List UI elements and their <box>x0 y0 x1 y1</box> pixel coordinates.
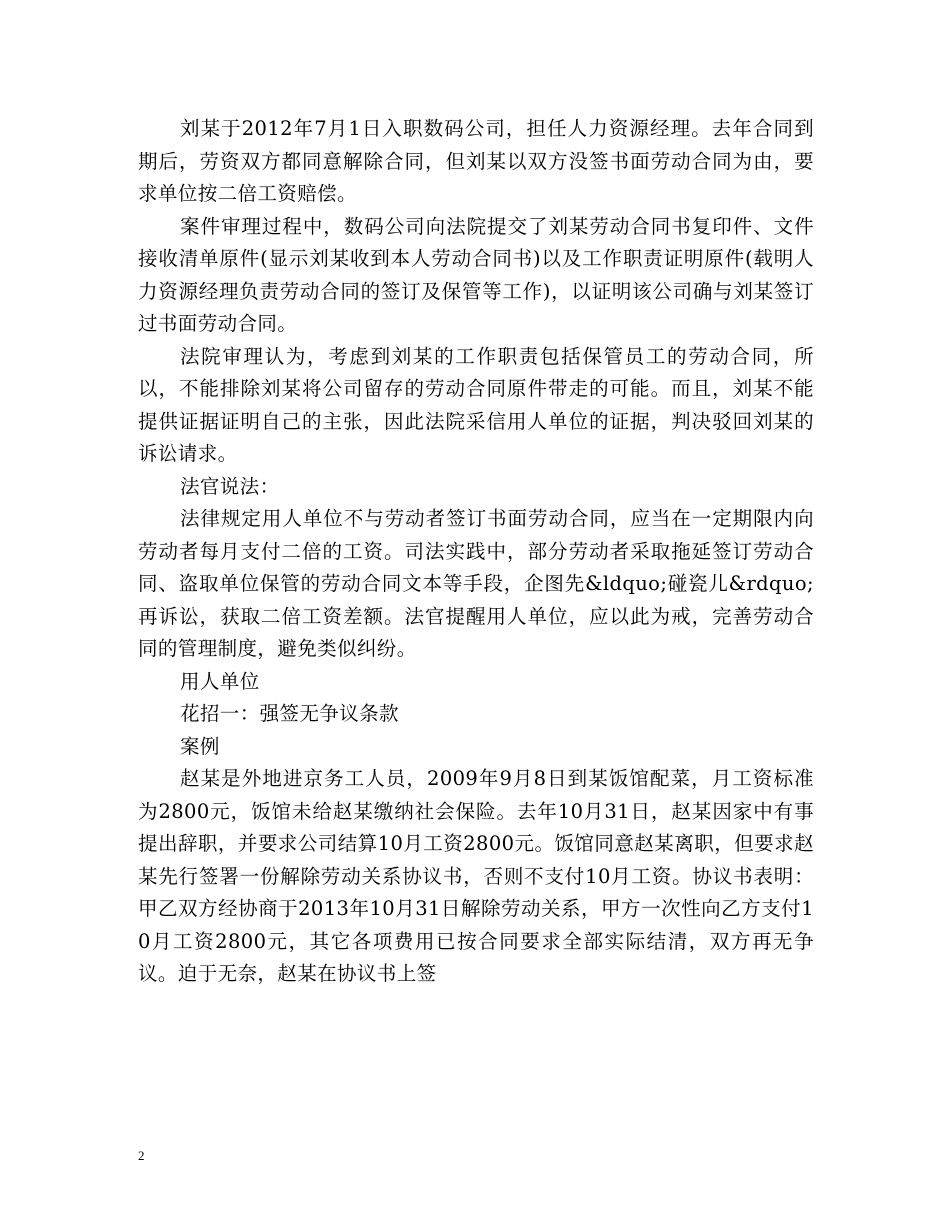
paragraph-case-heading: 案例 <box>180 734 220 758</box>
page-number: 2 <box>138 1148 145 1163</box>
paragraph-case-intro: 刘某于2012年7月1日入职数码公司，担任人力资源经理。去年合同到期后，劳资双方都同意解除合同，但刘某以双方没签书面劳动合同为由，要求单位按二倍工资赔偿。 <box>138 117 814 205</box>
paragraph-judge-commentary: 法律规定用人单位不与劳动者签订书面劳动合同，应当在一定期限内向劳动者每月支付二倍的工资。司法实践中，部分劳动者采取拖延签订劳动合同、盗取单位保管的劳动合同文本等手段，企图先&ldquo;碰瓷儿&rdquo;再诉讼，获取二倍工资差额。法官提醒用人单位，应以此为戒，完善劳动合同的管理制度，避免类似纠纷。 <box>138 507 814 660</box>
paragraph-section-employer: 用人单位 <box>180 669 260 693</box>
document-body <box>138 113 814 991</box>
paragraph-court-ruling: 法院审理认为，考虑到刘某的工作职责包括保管员工的劳动合同，所以，不能排除刘某将公司留存的劳动合同原件带走的可能。而且，刘某不能提供证据证明自己的主张，因此法院采信用人单位的证据，判决驳回刘某的诉讼请求。 <box>138 344 814 465</box>
paragraph-zhao-case: 赵某是外地进京务工人员，2009年9月8日到某饭馆配菜，月工资标准为2800元，饭馆未给赵某缴纳社会保险。去年10月31日，赵某因家中有事提出辞职，并要求公司结算10月工资2800元。饭馆同意赵某离职，但要求赵某先行签署一份解除劳动关系协议书，否则不支付10月工资。协议书表明：甲乙双方经协商于2013年10月31日解除劳动关系，甲方一次性向乙方支付10月工资2800元，其它各项费用已按合同要求全部实际结清，双方再无争议。迫于无奈，赵某在协议书上签 <box>138 767 814 985</box>
paragraph-judge-heading: 法官说法： <box>180 474 280 498</box>
paragraph-trick-one-heading: 花招一：强签无争议条款 <box>180 702 399 725</box>
paragraph-trial-evidence: 案件审理过程中，数码公司向法院提交了刘某劳动合同书复印件、文件接收清单原件(显示刘某收到本人劳动合同书)以及工作职责证明原件(载明人力资源经理负责劳动合同的签订及保管等工作)，以证明该公司确与刘某签订过书面劳动合同。 <box>138 214 814 335</box>
